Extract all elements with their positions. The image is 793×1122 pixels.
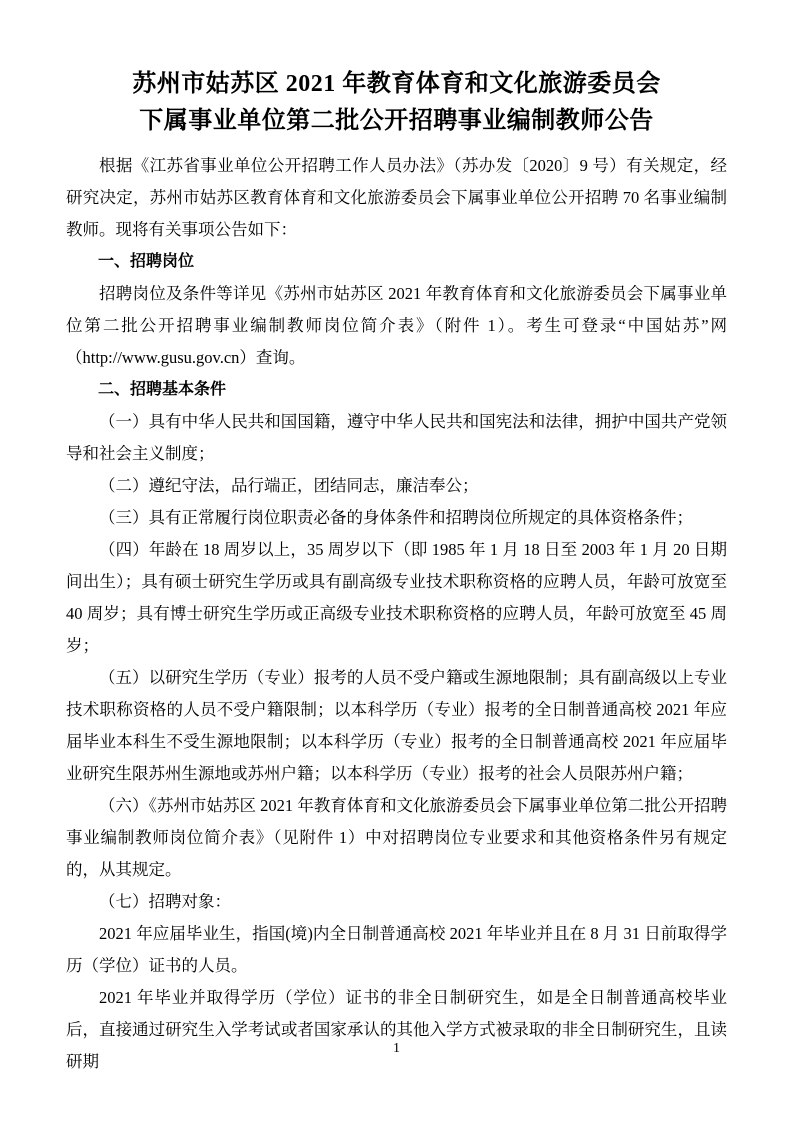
paragraph: （七）招聘对象：: [99, 892, 231, 911]
paragraph: （三）具有正常履行岗位职责必备的身体条件和招聘岗位所规定的具体资格条件；: [99, 508, 693, 527]
document-title-line1: 苏州市姑苏区 2021 年教育体育和文化旅游委员会: [132, 71, 661, 97]
paragraph: （一）具有中华人民共和国国籍，遵守中华人民共和国宪法和法律，拥护中国共产党领导和社会主义制度；: [66, 412, 727, 463]
paragraph: 2021 年应届毕业生，指国(境)内全日制普通高校 2021 年毕业并且在 8 月 31 日前取得学历（学位）证书的人员。: [66, 924, 727, 975]
paragraph: （五）以研究生学历（专业）报考的人员不受户籍或生源地限制；具有副高级以上专业技术职称资格的人员不受户籍限制；以本科学历（专业）报考的全日制普通高校 2021 年应届毕业本科生不受生源地限制；以本科学历（专业）报考的全日制普通高校 2021 年应届毕业研究生限苏州生源地或苏州户籍；以本科学历（专业）报考的社会人员限苏州户籍；: [66, 668, 727, 783]
section-heading: 一、招聘岗位: [98, 253, 195, 270]
paragraph: （二）遵纪守法，品行端正，团结同志，廉洁奉公；: [99, 476, 479, 495]
page-number: 1: [393, 1041, 400, 1056]
section-heading: 二、招聘基本条件: [98, 381, 227, 398]
document-body: [66, 150, 727, 1078]
paragraph: 招聘岗位及条件等详见《苏州市姑苏区 2021 年教育体育和文化旅游委员会下属事业单位第二批公开招聘事业编制教师岗位简介表》（附件 1）。考生可登录“中国姑苏”网（http://www.gusu.gov.cn）查询。: [66, 284, 727, 367]
document-title-line2: 下属事业单位第二批公开招聘事业编制教师公告: [139, 108, 654, 134]
paragraph: （四）年龄在 18 周岁以上，35 周岁以下（即 1985 年 1 月 18 日至 2003 年 1 月 20 日期间出生）；具有硕士研究生学历或具有副高级专业技术职称资格的应聘人员，年龄可放宽至 40 周岁；具有博士研究生学历或正高级专业技术职称资格的应聘人员，年龄可放宽至 45 周岁；: [66, 540, 727, 655]
document-content: [66, 66, 727, 1078]
document-title: [66, 66, 727, 140]
paragraph: （六）《苏州市姑苏区 2021 年教育体育和文化旅游委员会下属事业单位第二批公开招聘事业编制教师岗位简介表》（见附件 1）中对招聘岗位专业要求和其他资格条件另有规定的，从其规定。: [66, 796, 727, 879]
paragraph: 2021 年毕业并取得学历（学位）证书的非全日制研究生，如是全日制普通高校毕业后，直接通过研究生入学考试或者国家承认的其他入学方式被录取的非全日制研究生，且读研期: [66, 988, 727, 1071]
paragraph: 根据《江苏省事业单位公开招聘工作人员办法》（苏办发〔2020〕9 号）有关规定，经研究决定，苏州市姑苏区教育体育和文化旅游委员会下属事业单位公开招聘 70 名事业编制教师。现将有关事项公告如下：: [66, 156, 728, 239]
